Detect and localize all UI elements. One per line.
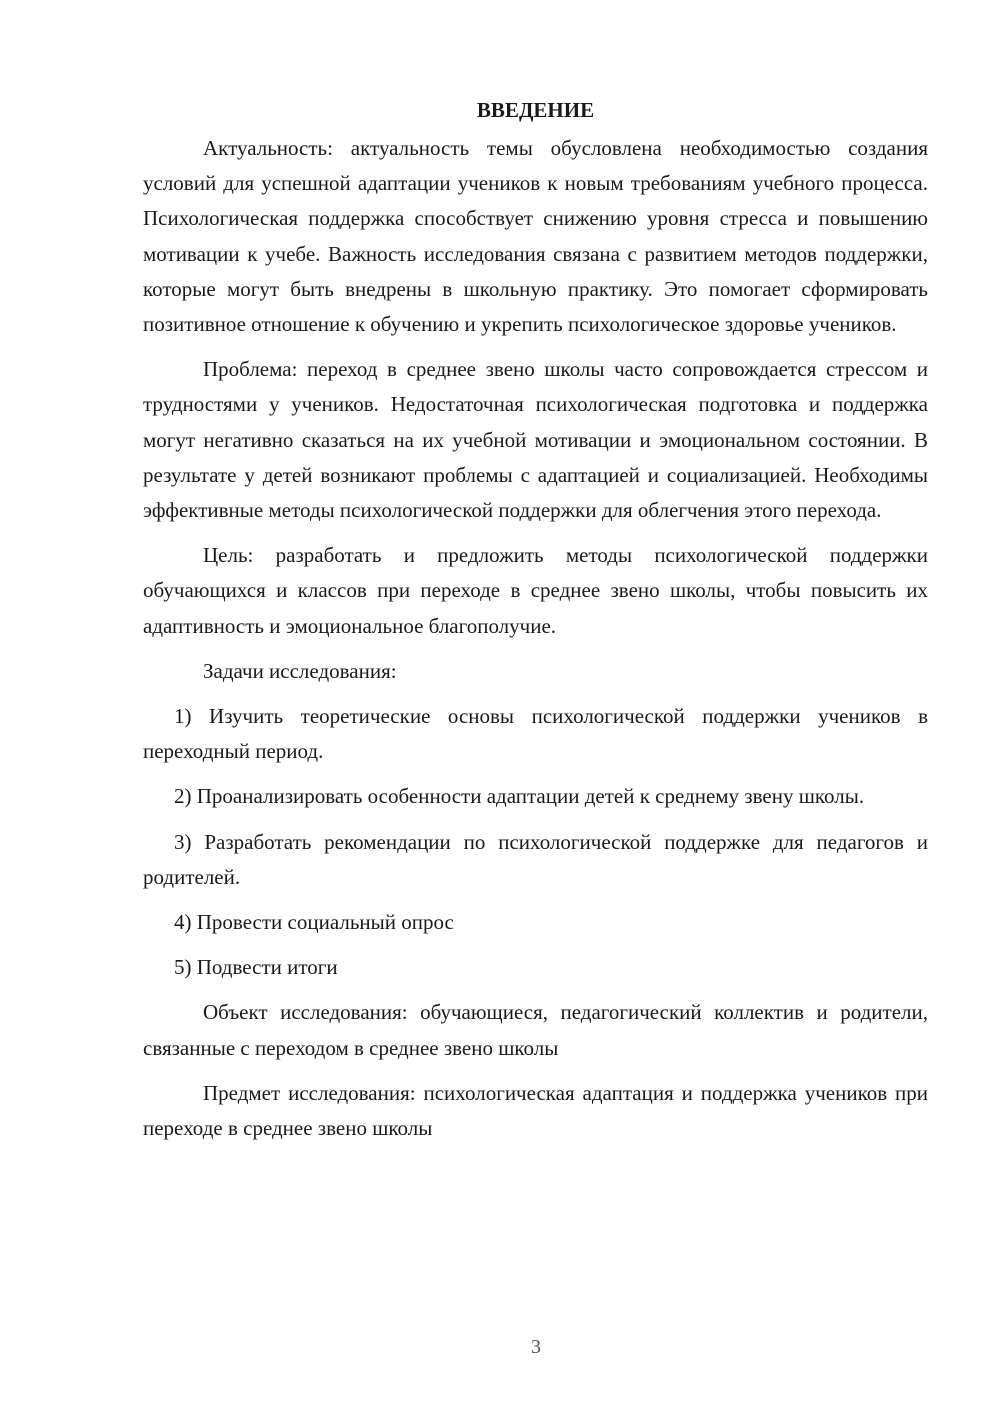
task-item: 3) Разработать рекомендации по психологической поддержке для педагогов и родителей. [143, 829, 928, 889]
paragraph-object: Объект исследования: обучающиеся, педагогический коллектив и родители, связанные с переходом в среднее звено школы [143, 1000, 928, 1060]
paragraph-relevance: Актуальность: актуальность темы обусловлена необходимостью создания условий для успешной адаптации учеников к новым требованиям учебного процесса. Психологическая поддержка способствует снижению уровня стресса и повышению мотивации к учебе. Важность исследования связана с развитием методов поддержки, которые могут быть внедрены в школьную практику. Это помогает сформировать позитивное отношение к обучению и укрепить психологическое здоровье учеников. [143, 136, 928, 337]
section-title: ВВЕДЕНИЕ [476, 98, 595, 122]
page-number: 3 [531, 1336, 541, 1358]
paragraph-problem: Проблема: переход в среднее звено школы часто сопровождается стрессом и трудностями у учеников. Недостаточная психологическая подготовка и поддержка могут негативно сказаться на их учебной мотивации и эмоциональном состоянии. В результате у детей возникают проблемы с адаптацией и социализацией. Необходимы эффективные методы психологической поддержки для облегчения этого перехода. [143, 357, 928, 523]
task-item: 2) Проанализировать особенности адаптации детей к среднему звену школы. [174, 784, 865, 809]
paragraph-goal: Цель: разработать и предложить методы психологической поддержки обучающихся и классов при переходе в среднее звено школы, чтобы повысить их адаптивность и эмоциональное благополучие. [143, 543, 928, 638]
tasks-heading: Задачи исследования: [203, 658, 397, 683]
task-item: 1) Изучить теоретические основы психологической поддержки учеников в переходный период. [143, 704, 928, 764]
task-item: 5) Подвести итоги [174, 955, 338, 980]
task-item: 4) Провести социальный опрос [174, 910, 454, 935]
document-page [143, 93, 928, 1156]
paragraph-subject: Предмет исследования: психологическая адаптация и поддержка учеников при переходе в среднее звено школы [143, 1080, 928, 1141]
